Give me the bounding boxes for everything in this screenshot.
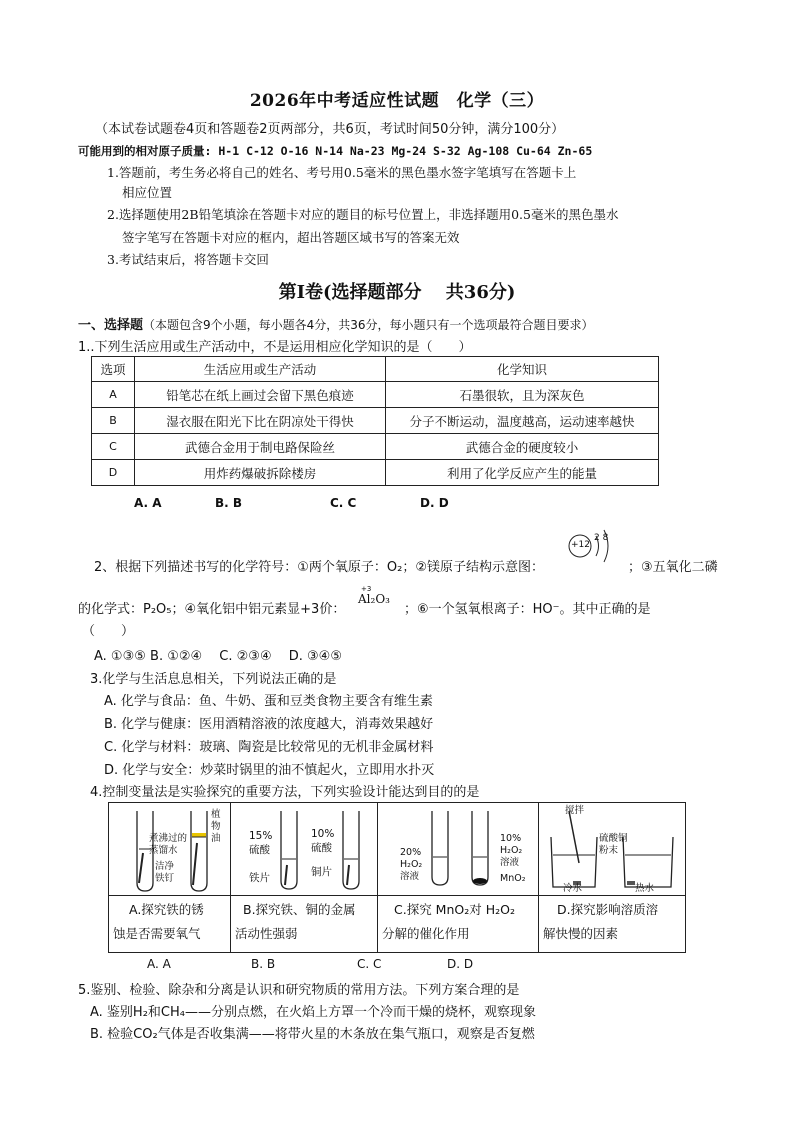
q5-stem: 5.鉴别、检验、除杂和分离是认识和研究物质的常用方法。下列方案合理的是 xyxy=(78,983,520,998)
q2-paren: （ ） xyxy=(82,624,135,639)
label: 硫酸 xyxy=(311,842,332,854)
q4-option-d: D. D xyxy=(447,957,474,971)
caption-line: 活动性强弱 xyxy=(235,926,298,941)
label: 冷水 xyxy=(563,883,583,894)
label: 煮沸过的 xyxy=(149,833,188,844)
label: H₂O₂ xyxy=(500,845,523,856)
caption-line: 解快慢的因素 xyxy=(543,926,619,941)
label: 蒸馏水 xyxy=(149,845,178,856)
al2o3-formula xyxy=(358,584,398,612)
table-row xyxy=(92,408,659,434)
label: H₂O₂ xyxy=(400,859,423,870)
label: 搅拌 xyxy=(565,805,585,816)
q5-option-a: A. 鉴别H₂和CH₄——分别点燃，在火焰上方罩一个冷而干燥的烧杯，观察现象 xyxy=(90,1005,536,1020)
label: 铁片 xyxy=(249,872,270,884)
label: 铜片 xyxy=(311,866,332,878)
table-cell: 石墨很软，且为深灰色 xyxy=(386,382,659,408)
q4-image-b xyxy=(231,803,378,896)
exam-title: 2026年中考适应性试题 化学（三） xyxy=(249,91,545,111)
caption-line: C.探究 MnO₂对 H₂O₂ xyxy=(394,902,515,917)
table-header-cell: 选项 xyxy=(92,357,135,382)
label: 植 xyxy=(211,809,221,820)
q2-options: A. ①③⑤ B. ①②④ C. ②③④ D. ③④⑤ xyxy=(94,649,342,664)
label: 溶液 xyxy=(500,857,520,868)
part-heading xyxy=(78,314,594,333)
label: MnO₂ xyxy=(500,873,526,884)
formula-charge: +3 xyxy=(361,585,372,593)
q1-option-d: D. D xyxy=(420,496,449,510)
q2-line1-end: ；③五氧化二磷 xyxy=(628,560,718,575)
atom-shells-label: 2 8 xyxy=(594,533,609,543)
label: 洁净 xyxy=(155,861,175,872)
label: 硫酸铜 xyxy=(599,833,628,844)
q4-image-a xyxy=(109,803,231,896)
exam-subtitle: （本试卷试题卷4页和答题卷2页两部分，共6页，考试时间50分钟，满分100分） xyxy=(95,122,565,137)
table-header-cell: 生活应用或生产活动 xyxy=(135,357,386,382)
section-title: 第Ⅰ卷(选择题部分 共36分) xyxy=(278,282,516,303)
formula-text: Al₂O₃ xyxy=(358,592,390,606)
q2-line2b: ；⑥一个氢氧根离子：HO⁻。其中正确的是 xyxy=(404,602,651,617)
table-cell: 分子不断运动，温度越高，运动速率越快 xyxy=(386,408,659,434)
q5-option-b: B. 检验CO₂气体是否收集满——将带火星的木条放在集气瓶口，观察是否复燃 xyxy=(90,1027,535,1042)
q3-option-c: C. 化学与材料：玻璃、陶瓷是比较常见的无机非金属材料 xyxy=(104,740,434,755)
atomic-label: 可能用到的相对原子质量: xyxy=(78,144,212,158)
table-header-cell: 化学知识 xyxy=(386,357,659,382)
q1-option-b: B. B xyxy=(215,496,243,510)
part-desc: （本题包含9个小题，每小题各4分，共36分，每小题只有一个选项最符合题目要求） xyxy=(143,318,594,332)
q1-stem: 1..下列生活应用或生产活动中，不是运用相应化学知识的是（ ） xyxy=(78,340,472,355)
table-header-row xyxy=(92,357,659,382)
atom-nucleus-label: +12 xyxy=(571,540,590,550)
q4-caption-a xyxy=(109,896,231,953)
caption-line: B.探究铁、铜的金属 xyxy=(243,902,356,917)
label: 硫酸 xyxy=(249,844,270,856)
note-1-cont: 相应位置 xyxy=(122,185,173,200)
q3-option-d: D. 化学与安全：炒菜时锅里的油不慎起火，立即用水扑灭 xyxy=(104,763,435,778)
note-3: 3.考试结束后，将答题卡交回 xyxy=(107,252,269,267)
label: 物 xyxy=(211,821,221,832)
q2-line1: 2、根据下列描述书写的化学符号：①两个氧原子：O₂；②镁原子结构示意图： xyxy=(94,560,545,575)
part-label: 一、选择题 xyxy=(78,318,144,333)
caption-line: 蚀是否需要氧气 xyxy=(113,926,201,941)
table-cell: 用炸药爆破拆除楼房 xyxy=(135,460,386,486)
table-cell: 武德合金用于制电路保险丝 xyxy=(135,434,386,460)
note-2-cont: 签字笔写在答题卡对应的框内，超出答题区域书写的答案无效 xyxy=(122,230,460,245)
label: 粉末 xyxy=(599,845,619,856)
mg-atom-diagram xyxy=(560,518,630,574)
q1-option-c: C. C xyxy=(330,496,357,510)
table-cell: 湿衣服在阳光下比在阴凉处干得快 xyxy=(135,408,386,434)
table-cell: A xyxy=(92,382,135,408)
q4-image-d xyxy=(539,803,686,896)
note-1: 1.答题前，考生务必将自己的姓名、考号用0.5毫米的黑色墨水签字笔填写在答题卡上 xyxy=(107,165,577,180)
label: 热水 xyxy=(635,883,655,894)
table-cell: 铅笔芯在纸上画过会留下黑色痕迹 xyxy=(135,382,386,408)
table-cell: B xyxy=(92,408,135,434)
q1-table xyxy=(91,356,659,486)
q4-option-a: A. A xyxy=(147,957,171,971)
table-cell: 利用了化学反应产生的能量 xyxy=(386,460,659,486)
table-cell: 武德合金的硬度较小 xyxy=(386,434,659,460)
label: 油 xyxy=(211,833,221,844)
q3-stem: 3.化学与生活息息相关，下列说法正确的是 xyxy=(90,672,337,687)
label: 20% xyxy=(400,847,422,858)
table-row xyxy=(92,460,659,486)
q4-image-c xyxy=(378,803,539,896)
q4-caption-c xyxy=(378,896,539,953)
q4-caption-d xyxy=(539,896,686,953)
q1-option-a: A. A xyxy=(134,496,162,510)
label: 溶液 xyxy=(400,871,420,882)
table-cell: D xyxy=(92,460,135,486)
caption-line: 分解的催化作用 xyxy=(382,926,470,941)
note-2: 2.选择题使用2B铅笔填涂在答题卡对应的题目的标号位置上，非选择题用0.5毫米的黑色墨水 xyxy=(107,207,619,222)
q2-line2a: 的化学式：P₂O₅；④氧化铝中铝元素显+3价： xyxy=(78,602,346,617)
table-row xyxy=(92,382,659,408)
atomic-masses xyxy=(78,143,592,159)
table-cell: C xyxy=(92,434,135,460)
q4-option-c: C. C xyxy=(357,957,382,971)
label: 铁钉 xyxy=(155,873,175,884)
caption-line: D.探究影响溶质溶 xyxy=(557,902,659,917)
atomic-values: H-1 C-12 O-16 N-14 Na-23 Mg-24 S-32 Ag-108 Cu-64 Zn-65 xyxy=(218,144,593,158)
caption-line: A.探究铁的锈 xyxy=(129,902,204,917)
q4-stem: 4.控制变量法是实验探究的重要方法，下列实验设计能达到目的的是 xyxy=(90,785,480,800)
label: 15% xyxy=(249,830,273,842)
label: 10% xyxy=(500,833,522,844)
table-row xyxy=(92,434,659,460)
q4-option-b: B. B xyxy=(251,957,276,971)
q3-option-b: B. 化学与健康：医用酒精溶液的浓度越大，消毒效果越好 xyxy=(104,717,434,732)
q3-option-a: A. 化学与食品：鱼、牛奶、蛋和豆类食物主要含有维生素 xyxy=(104,694,433,709)
q4-table xyxy=(108,802,686,953)
q4-caption-b xyxy=(231,896,378,953)
label: 10% xyxy=(311,828,335,840)
